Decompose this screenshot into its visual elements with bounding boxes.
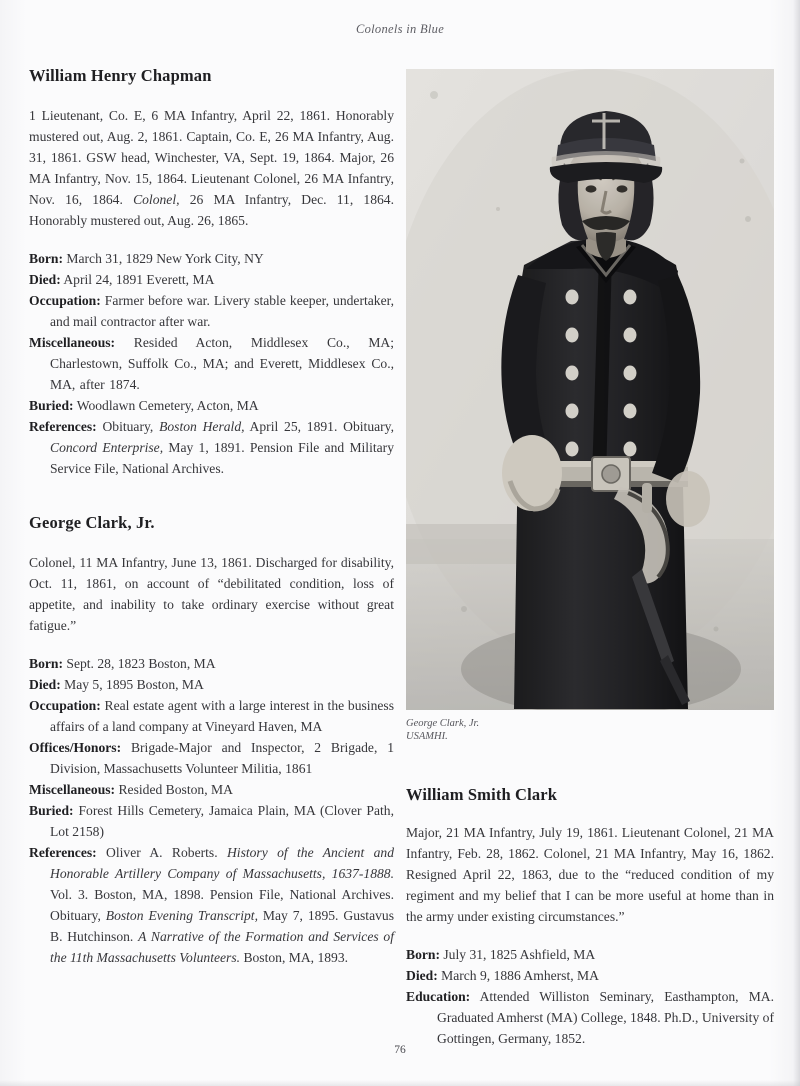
field-label: Buried: bbox=[29, 802, 74, 818]
entry-george-clark-jr bbox=[29, 513, 394, 968]
field-value: March 31, 1829 New York City, NY bbox=[62, 250, 264, 266]
field-born bbox=[406, 944, 774, 965]
field-references bbox=[29, 416, 394, 479]
ref-part-3: May 7, 1895. Gustavus B. Hutchinson. bbox=[50, 907, 394, 944]
service-text-suffix: 26 MA Infantry, Dec. 11, 1864. Honorably mustered out, Aug. 26, 1865. bbox=[29, 191, 395, 228]
field-born bbox=[29, 653, 394, 674]
entry-heading: William Smith Clark bbox=[406, 785, 558, 804]
entry-william-smith-clark bbox=[406, 785, 774, 1049]
field-label: Died: bbox=[406, 967, 438, 983]
field-education bbox=[406, 986, 774, 1049]
field-value: Forest Hills Cemetery, Jamaica Plain, MA (Clover Path, Lot 2158) bbox=[50, 802, 394, 839]
field-value: Attended Williston Seminary, Easthampton, MA. Graduated Amherst (MA) College, 1848. Ph.D., University of Gottingen, Germany, 1852. bbox=[437, 988, 774, 1046]
entry-william-henry-chapman bbox=[29, 66, 394, 479]
service-text-prefix: Colonel, 11 MA Infantry, June 13, 1861. Discharged for disability, Oct. 11, 1861, on account of “debilitated condition, loss of appetite, and inability to take ordinary exercise without great fatigue.” bbox=[29, 554, 394, 633]
entry-heading: William Henry Chapman bbox=[29, 66, 212, 85]
photo-caption-subject: George Clark, Jr. bbox=[406, 718, 480, 729]
field-died bbox=[29, 269, 394, 290]
field-label: Occupation: bbox=[29, 697, 101, 713]
ref-part-1: Obituary, bbox=[96, 418, 160, 434]
field-miscellaneous bbox=[29, 332, 394, 395]
field-label: References: bbox=[29, 844, 97, 860]
ref-part-2: Vol. 3. Boston, MA, 1898. Pension File, National Archives. Obituary, bbox=[50, 886, 394, 923]
field-value: Woodlawn Cemetery, Acton, MA bbox=[73, 397, 259, 413]
field-value: Real estate agent with a large interest in the business affairs of a land company at Vineyard Haven, MA bbox=[50, 697, 394, 734]
field-value: Brigade-Major and Inspector, 2 Brigade, 1 Division, Massachusetts Volunteer Militia, 1861 bbox=[50, 739, 394, 776]
field-label: Buried: bbox=[29, 397, 74, 413]
field-label: Born: bbox=[29, 655, 63, 671]
field-value: April 24, 1891 Everett, MA bbox=[60, 271, 215, 287]
field-value: Sept. 28, 1823 Boston, MA bbox=[62, 655, 216, 671]
field-label: Education: bbox=[406, 988, 471, 1004]
field-offices-honors bbox=[29, 737, 394, 779]
service-record bbox=[406, 822, 774, 927]
portrait-photograph bbox=[406, 69, 774, 710]
entry-heading: George Clark, Jr. bbox=[29, 512, 155, 532]
photo-frame bbox=[406, 69, 774, 710]
field-occupation bbox=[29, 695, 394, 737]
ref-part-3: May 1, 1891. Pension File and Military Service File, National Archives. bbox=[50, 439, 394, 476]
ref-italic-2: Boston Evening Transcript, bbox=[105, 907, 258, 923]
left-column bbox=[29, 66, 394, 968]
page-edge-right bbox=[793, 0, 800, 1086]
service-text-prefix: 1 Lieutenant, Co. E, 6 MA Infantry, April 22, 1861. Honorably mustered out, Aug. 2, 1861. Captain, Co. E, 26 MA Infantry, Aug. 31, 1861. GSW head, Winchester, VA, Sept. 19, 1864. Major, 26 MA Infantry, Nov. 15, 1864. Lieutenant Colonel, 26 MA Infantry, Nov. 16, 1864. bbox=[29, 107, 394, 207]
field-value: Farmer before war. Livery stable keeper, undertaker, and mail contractor after war. bbox=[50, 292, 394, 329]
ref-part-1: Oliver A. Roberts. bbox=[96, 844, 227, 860]
ref-italic-3: A Narrative of the Formation and Services of the 11th Massachusetts Volunteers. bbox=[50, 928, 395, 965]
ref-italic-1: History of the Ancient and Honorable Artillery Company of Massachusetts, 1637-1888. bbox=[50, 844, 394, 881]
field-list bbox=[29, 653, 394, 968]
field-references bbox=[29, 842, 394, 968]
field-value: May 5, 1895 Boston, MA bbox=[60, 676, 204, 692]
field-miscellaneous bbox=[29, 779, 394, 800]
field-buried bbox=[29, 395, 394, 416]
ref-italic-2: Concord Enterprise, bbox=[50, 439, 164, 455]
field-list bbox=[29, 248, 394, 479]
page-number: 76 bbox=[394, 1044, 406, 1056]
field-list bbox=[406, 944, 774, 1049]
field-occupation bbox=[29, 290, 394, 332]
page-edge-bottom bbox=[0, 1080, 800, 1086]
field-value: March 9, 1886 Amherst, MA bbox=[437, 967, 599, 983]
service-record bbox=[29, 105, 394, 231]
field-label: Died: bbox=[29, 676, 61, 692]
field-born bbox=[29, 248, 394, 269]
photo-caption bbox=[406, 717, 774, 744]
field-label: Died: bbox=[29, 271, 61, 287]
field-value: July 31, 1825 Ashfield, MA bbox=[439, 946, 596, 962]
field-value: Resided Acton, Middlesex Co., MA; Charlestown, Suffolk Co., MA; and Everett, Middlesex Co., MA, after 1874. bbox=[50, 334, 394, 392]
photo-caption-credit: USAMHI. bbox=[406, 731, 448, 743]
field-label: References: bbox=[29, 418, 97, 434]
field-label: Born: bbox=[406, 946, 440, 962]
field-buried bbox=[29, 800, 394, 842]
service-text-italic: Colonel, bbox=[133, 191, 180, 207]
officer-portrait-illustration bbox=[406, 69, 774, 710]
ref-part-4: Boston, MA, 1893. bbox=[240, 949, 349, 965]
field-died bbox=[406, 965, 774, 986]
field-label: Born: bbox=[29, 250, 63, 266]
field-label: Miscellaneous: bbox=[29, 334, 116, 350]
field-label: Occupation: bbox=[29, 292, 101, 308]
service-text-prefix: Major, 21 MA Infantry, July 19, 1861. Lieutenant Colonel, 21 MA Infantry, Feb. 28, 1862. Colonel, 21 MA Infantry, May 16, 1862. Resigned April 22, 1863, due to the “reduced condition of my regiment and my belief that I can be more useful at home than in the army under existing circumstances.” bbox=[406, 824, 774, 924]
right-column bbox=[406, 785, 774, 1049]
ref-part-2: April 25, 1891. Obituary, bbox=[244, 418, 394, 434]
service-record bbox=[29, 552, 394, 636]
ref-italic-1: Boston Herald, bbox=[159, 418, 245, 434]
field-label: Offices/Honors: bbox=[29, 739, 122, 755]
field-label: Miscellaneous: bbox=[29, 781, 116, 797]
field-value: Resided Boston, MA bbox=[115, 781, 233, 797]
running-head: Colonels in Blue bbox=[355, 22, 445, 36]
field-died bbox=[29, 674, 394, 695]
